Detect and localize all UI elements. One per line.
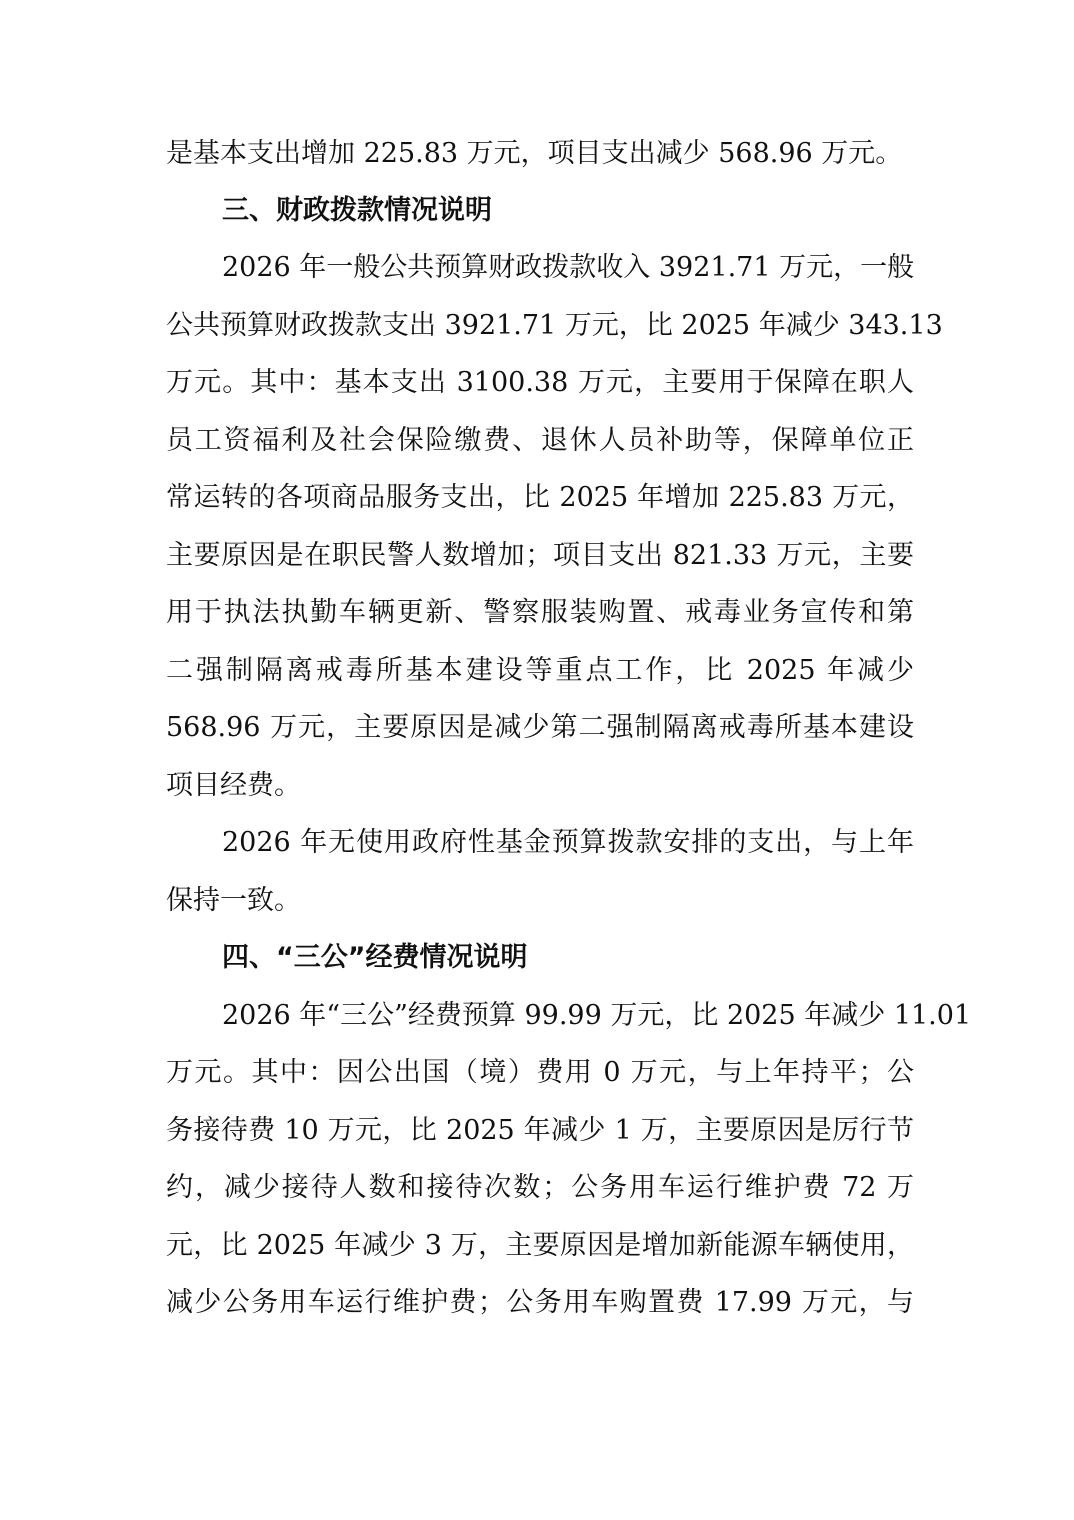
section-heading-three-public-expenses: 四、“三公”经费情况说明 (222, 942, 528, 973)
text-line-intro-1: 是基本支出增加 225.83 万元，项目支出减少 568.96 万元。 (166, 138, 903, 169)
text-line-appropriation-10: 项目经费。 (166, 770, 301, 801)
text-line-appropriation-6: 主要原因是在职民警人数增加；项目支出 821.33 万元，主要 (166, 540, 914, 571)
text-line-three-public-6: 减少公务用车运行维护费；公务用车购置费 17.99 万元，与 (166, 1287, 914, 1318)
text-line-appropriation-8: 二强制隔离戒毒所基本建设等重点工作，比 2025 年减少 (166, 655, 914, 686)
text-line-appropriation-4: 员工资福利及社会保险缴费、退休人员补助等，保障单位正 (166, 425, 914, 456)
text-line-appropriation-5: 常运转的各项商品服务支出，比 2025 年增加 225.83 万元， (166, 482, 914, 513)
text-line-three-public-2: 万元。其中：因公出国（境）费用 0 万元，与上年持平；公 (166, 1057, 914, 1088)
text-line-fund-1: 2026 年无使用政府性基金预算拨款安排的支出，与上年 (222, 827, 914, 858)
text-line-three-public-5: 元，比 2025 年减少 3 万，主要原因是增加新能源车辆使用， (166, 1230, 914, 1261)
text-line-fund-2: 保持一致。 (166, 885, 301, 916)
text-line-appropriation-9: 568.96 万元，主要原因是减少第二强制隔离戒毒所基本建设 (166, 712, 914, 743)
text-line-three-public-1: 2026 年“三公”经费预算 99.99 万元，比 2025 年减少 11.01 (222, 1000, 972, 1031)
text-line-appropriation-2: 公共预算财政拨款支出 3921.71 万元，比 2025 年减少 343.13 (166, 310, 943, 341)
text-line-appropriation-7: 用于执法执勤车辆更新、警察服装购置、戒毒业务宣传和第 (166, 597, 914, 628)
section-heading-finance-appropriation: 三、财政拨款情况说明 (222, 195, 492, 226)
text-line-three-public-3: 务接待费 10 万元，比 2025 年减少 1 万，主要原因是厉行节 (166, 1115, 914, 1146)
text-line-three-public-4: 约，减少接待人数和接待次数；公务用车运行维护费 72 万 (166, 1172, 914, 1203)
text-line-appropriation-1: 2026 年一般公共预算财政拨款收入 3921.71 万元，一般 (222, 252, 915, 283)
text-line-appropriation-3: 万元。其中：基本支出 3100.38 万元，主要用于保障在职人 (166, 367, 914, 398)
